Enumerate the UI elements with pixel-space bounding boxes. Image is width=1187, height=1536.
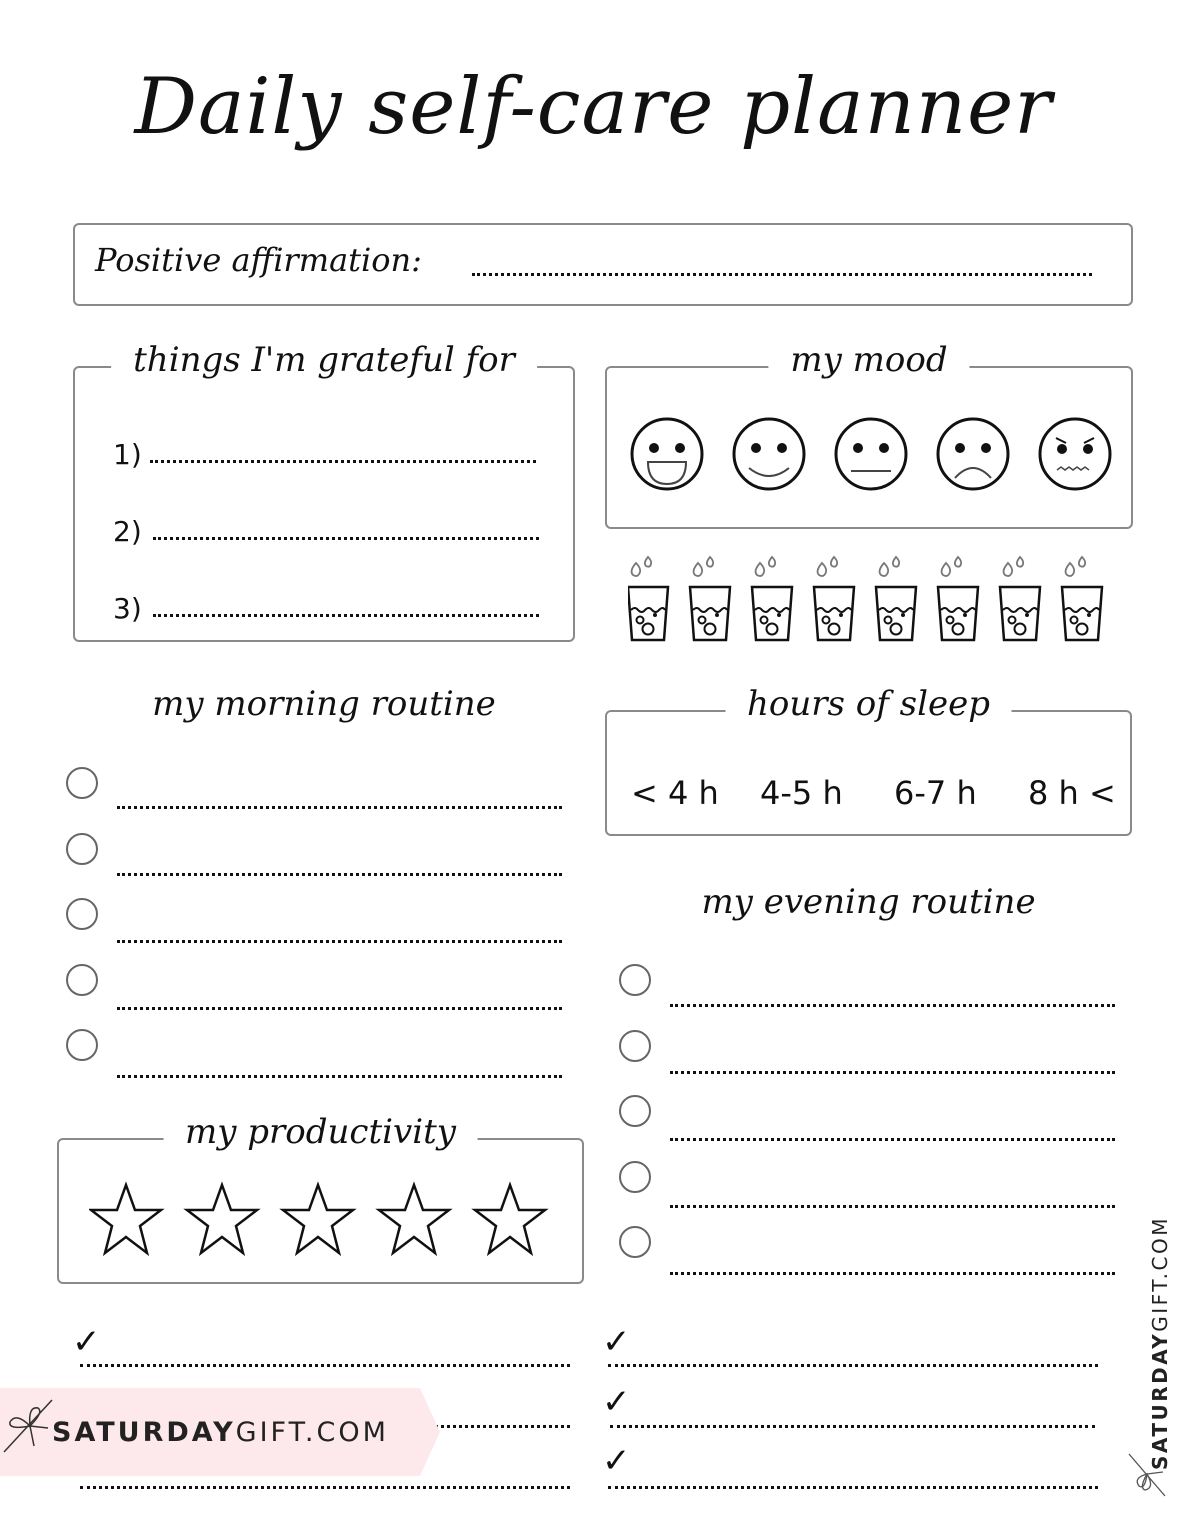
morning-checkbox-2[interactable] [66,833,98,865]
water-glass-icon[interactable] [690,557,730,640]
morning-line-5[interactable] [117,1075,562,1078]
star-icon[interactable] [187,1185,257,1253]
gift-bow-icon [2,1396,56,1456]
evening-line-3[interactable] [670,1138,1115,1141]
todo-left-line-1[interactable] [80,1364,570,1367]
brand-light: GIFT.COM [235,1417,389,1448]
water-glass-icon[interactable] [1000,557,1040,640]
evening-checkbox-1[interactable] [619,964,651,996]
water-glass-icon[interactable] [814,557,854,640]
evening-checkbox-2[interactable] [619,1030,651,1062]
evening-line-4[interactable] [670,1205,1115,1208]
gift-bow-icon-vertical [1125,1450,1169,1500]
productivity-title: my productivity [163,1106,478,1158]
todo-right-line-2[interactable] [610,1425,1095,1428]
morning-line-4[interactable] [117,1007,562,1010]
checkmark-icon: ✓ [602,1441,631,1481]
productivity-box [57,1112,584,1284]
morning-checkbox-1[interactable] [66,767,98,799]
brand-vertical-bold: SATURDAY [1148,1331,1172,1470]
water-glass-icon[interactable] [876,557,916,640]
water-glass-icon[interactable] [1062,557,1102,640]
star-icon[interactable] [379,1185,449,1253]
checkmark-icon: ✓ [72,1322,101,1362]
todo-right-line-3[interactable] [608,1486,1098,1489]
star-icon[interactable] [283,1185,353,1253]
sleep-option-under-4[interactable]: < 4 h [631,774,719,812]
checkmark-icon: ✓ [602,1322,631,1362]
brand-vertical-text [1148,1216,1172,1470]
morning-line-3[interactable] [117,940,562,943]
star-icon[interactable] [475,1185,545,1253]
grateful-number-3: 3) [113,592,142,625]
affirmation-box [73,223,1133,306]
morning-line-2[interactable] [117,873,562,876]
todo-left-line-3[interactable] [80,1486,570,1489]
evening-line-2[interactable] [670,1071,1115,1074]
brand-vertical-light: GIFT.COM [1148,1216,1172,1332]
neutral-face-icon[interactable] [836,419,906,489]
morning-checkbox-4[interactable] [66,964,98,996]
sleep-box [605,684,1132,836]
smiling-face-icon[interactable] [734,419,804,489]
mood-box [605,340,1133,529]
angry-face-icon[interactable] [1040,419,1110,489]
sleep-option-6-7[interactable]: 6-7 h [894,774,977,812]
evening-routine-title: my evening routine [701,882,1036,922]
checkmark-icon: ✓ [602,1382,631,1422]
sleep-option-4-5[interactable]: 4-5 h [760,774,843,812]
page-title: Daily self-care planner [134,62,1053,152]
sleep-option-over-8[interactable]: 8 h < [1028,774,1116,812]
evening-checkbox-5[interactable] [619,1226,651,1258]
grateful-number-2: 2) [113,515,142,548]
water-glass-icon[interactable] [752,557,792,640]
sleep-title: hours of sleep [725,678,1012,730]
grateful-box [73,340,575,642]
affirmation-input-line[interactable] [472,273,1092,276]
brand-bold: SATURDAY [52,1417,236,1448]
water-tracker [628,555,1118,645]
sad-face-icon[interactable] [938,419,1008,489]
morning-line-1[interactable] [117,806,562,809]
laughing-face-icon[interactable] [632,419,702,489]
mood-title: my mood [768,334,969,386]
grateful-line-1[interactable] [150,460,536,463]
todo-right-line-1[interactable] [608,1364,1098,1367]
productivity-stars [89,1180,559,1260]
affirmation-label: Positive affirmation: [95,241,422,279]
grateful-title: things I'm grateful for [111,334,537,386]
water-glass-icon[interactable] [628,557,668,640]
brand-logo-text [52,1417,389,1448]
star-icon[interactable] [91,1185,161,1253]
evening-line-5[interactable] [670,1272,1115,1275]
morning-checkbox-3[interactable] [66,898,98,930]
evening-checkbox-4[interactable] [619,1161,651,1193]
evening-checkbox-3[interactable] [619,1095,651,1127]
morning-checkbox-5[interactable] [66,1029,98,1061]
water-glass-icon[interactable] [938,557,978,640]
morning-routine-title: my morning routine [152,684,496,724]
grateful-line-3[interactable] [153,614,539,617]
mood-faces [625,416,1115,496]
grateful-line-2[interactable] [153,537,539,540]
evening-line-1[interactable] [670,1004,1115,1007]
grateful-number-1: 1) [113,438,142,471]
